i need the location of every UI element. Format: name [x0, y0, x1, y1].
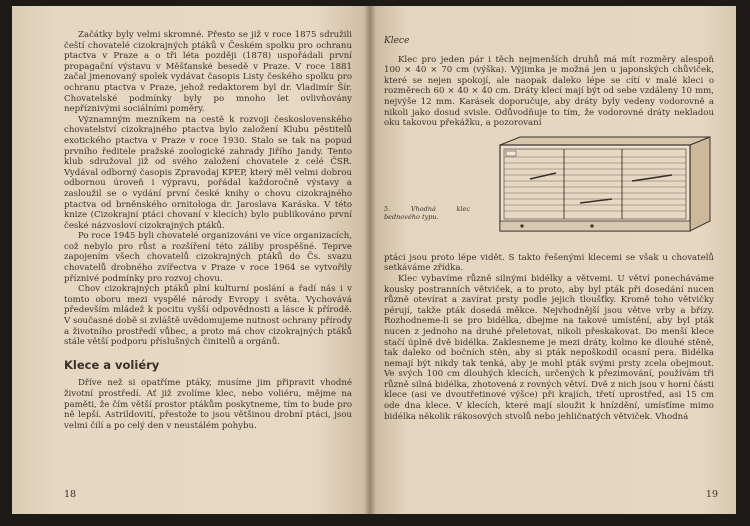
left-text-column [64, 30, 352, 431]
right-paragraph-3: Klec vybavíme různě silnými bidélky a větvemi. U větví ponecháváme kousky postranních větviček, a to proto, aby byl pták při dosedání nucen různě otevírat a zavírat prsty podle jejich tloušťky. Kromě toho větvičky pérují, takže pták dosedá měkce. Nejvhodnější jsou větve vrby a břízy. Rozhodneme-li se pro bidélka, dbejme na takové umístění, aby byl pták nucen z jednoho na druhé přeletovat, nikoli přeskakovat. Do menší klece stačí úplně dvě bidélka. Zaklesneme je mezi dráty, kolmo ke dlouhé stěně, tak daleko od bočních stěn, aby si pták nepoškodil ocasní pera. Bidélka nemají být nikdy tak tenká, aby je mohl pták svými prsty zcela obejmout. Ve svých 100 cm dlouhých klecích, určených k přezimování, používám tři různě silná bidélka, zhotovená z rovných větví. Dvě z nich jsou v horní části klece (asi ve dvoutřetinové výšce) při krajích, třetí uprostřed, asi 15 cm ode dna klece. V klecích, které mají sloužit k hnízdění, umísťíme mimo bidélka několik rákosových stvolů nebo jehličnatých větviček. Vhodná [384, 273, 714, 422]
left-paragraph-5: Dříve než si opatříme ptáky, musíme jim připravit vhodné životní prostředí. Ať již zvolíme klec, nebo voliéru, mějme na paměti, že čím větší prostor ptákům poskytneme, tím to bude pro ně lepší. Astrildovití, přestože to jsou většinou drobní ptáci, jsou velmi čilí a po celý den v neustálém pohybu. [64, 378, 352, 431]
left-page [12, 6, 370, 514]
section-heading: Klece a voliéry [64, 357, 160, 372]
subsection-heading: Klece [384, 36, 410, 46]
right-text-column [384, 36, 714, 422]
left-paragraph-4: Chov cizokrajných ptáků plní kulturní poslání a řadí nás i v tomto oboru mezi vyspělé národy Evropy i světa. Vychovává především mládež k pocitu vyšší odpovědnosti a lásce k přírodě. V současné době si zvláště uvědomujeme nutnost ochrany přírody a životního prostředí vůbec, a proto má chov cizokrajných ptáků stále větší podporu příslušných činitelů a orgánů. [64, 284, 352, 348]
box-cage-illustration [492, 135, 712, 239]
figure-caption: 5. Vhodná klec bednového typu. [384, 204, 470, 221]
right-page [370, 6, 736, 514]
left-paragraph-1: Začátky byly velmi skromné. Přesto se již v roce 1875 sdružili čeští chovatelé cizokrajných ptáků v Českém spolku pro ochranu ptactva v Praze a o tři léta později (1878) uspořádali první propagační výstavu v Měšťanské besedě v Praze. V roce 1881 začal jmenovaný spolek vydávat časopis Listy českého spolku pro ochranu ptactva v Praze, jehož redaktorem byl dr. Vladimír Šír. Chovatelské podmínky byly po mnoho let ovlivňovány nepříznivými sociálními poměry. [64, 30, 352, 115]
cage-figure [384, 135, 714, 245]
right-page-number: 19 [705, 489, 718, 500]
right-paragraph-1: Klec pro jeden pár i těch nejmenších druhů má mít rozměry alespoň 100 × 40 × 70 cm (výška). Výjimka je možná jen u japonských chůviček, které se nejen spokojí, ale naopak daleko lépe se cítí v malé kleci o rozměrech 60 × 40 × 40 cm. Dráty klecí mají být od sebe vzdáleny 10 mm, nejvýše 12 mm. Karásek doporučuje, aby dráty byly vedeny vodorovně a nikoli jako dosud svisle. Odůvodňuje to tím, že vodorovné dráty nekladou oku takovou překážku, a pozorovaní [384, 54, 714, 129]
right-paragraph-2: ptáci jsou proto lépe vidět. S takto řešenými klecemi se však u chovatelů setkáváme zřídka. [384, 252, 714, 274]
left-page-number: 18 [64, 489, 77, 500]
left-paragraph-2: Významným mezníkem na cestě k rozvoji československého chovatelství cizokrajného ptactva bylo založení Klubu pěstitelů exotického ptactva v Praze v roce 1930. Stalo se tak na popud prvního ředitele pražské zoologické zahrady Jiřího Jandy. Tento klub sdružoval již od svého založení chovatele z celé ČSR. Vydával odborný časopis Zpravodaj KPEP, který měl velmi dobrou odbornou úroveň i výpravu, pořádal každoročně výstavy a zasloužil se o vydání první české knihy o chovu cizokrajného ptactva od brněnského ornitologa dr. Jaroslava Karáska. V této knize (Cizokrajní ptáci chovaní v klecích) bylo publikováno první české názvosloví cizokrajných ptáků. [64, 114, 352, 231]
book-gutter [364, 6, 376, 514]
left-paragraph-3: Po roce 1945 byli chovatelé organizováni ve více organizacích, což nebylo pro růst a rozšíření této záliby prospěšné. Teprve zapojením všech chovatelů cizokrajných ptáků do Čs. svazu chovatelů drobného zvířectva v Praze v roce 1964 se vytvořily příznivé podmínky pro rozvoj chovu. [64, 231, 352, 284]
